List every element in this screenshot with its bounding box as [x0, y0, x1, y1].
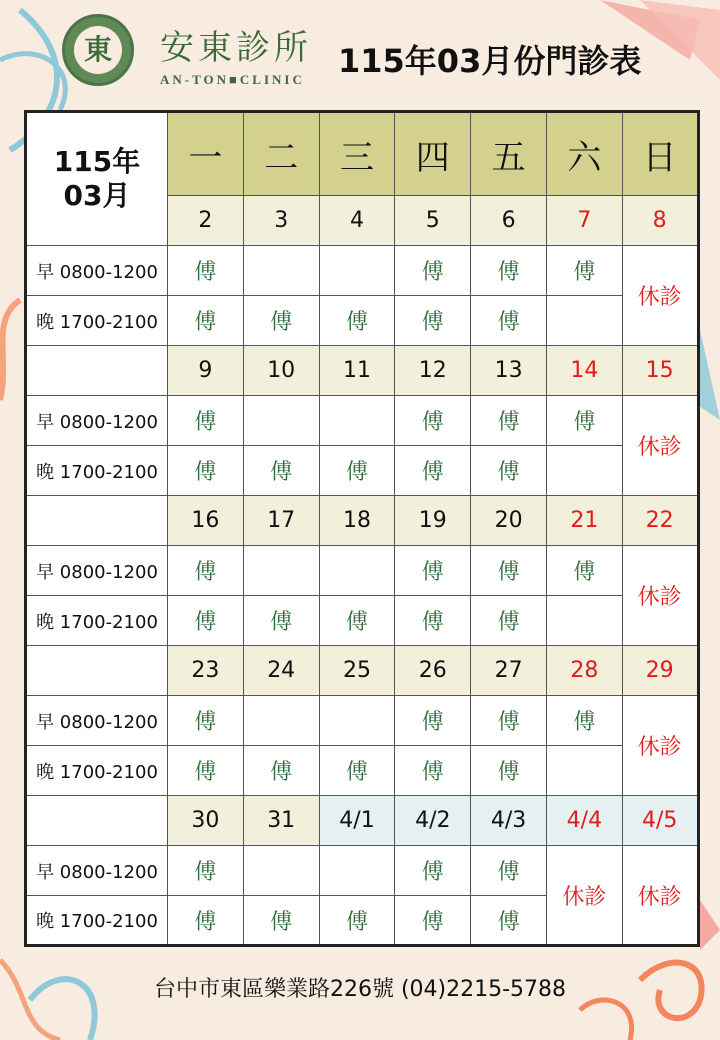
doctor-cell: [546, 596, 622, 646]
doctor-cell: [319, 846, 395, 896]
doctor-cell: [546, 296, 622, 346]
shift-label-morning: 早 0800-1200: [26, 546, 168, 596]
evening-shift-row: [26, 596, 699, 646]
doctor-cell: [319, 546, 395, 596]
doctor-cell: 傅: [471, 846, 547, 896]
date-cell: 14: [546, 346, 622, 396]
doctor-cell: 傅: [319, 296, 395, 346]
doctor-cell: 傅: [319, 896, 395, 946]
doctor-cell: 傅: [471, 296, 547, 346]
doctor-cell: 傅: [546, 696, 622, 746]
doctor-cell: 傅: [395, 746, 471, 796]
date-cell: 12: [395, 346, 471, 396]
weekday-thu: 四: [395, 112, 471, 196]
doctor-cell: 傅: [395, 446, 471, 496]
weekday-mon: 一: [168, 112, 244, 196]
month-label: 03月: [63, 179, 131, 212]
doctor-cell: 傅: [471, 596, 547, 646]
doctor-cell: 傅: [395, 896, 471, 946]
shift-label-evening: 晚 1700-2100: [26, 896, 168, 946]
doctor-cell: 傅: [168, 696, 244, 746]
doctor-cell: 傅: [168, 746, 244, 796]
date-cell: 4/5: [622, 796, 698, 846]
closed-cell: 休診: [546, 846, 622, 946]
doctor-cell: 傅: [395, 396, 471, 446]
date-cell: 6: [471, 196, 547, 246]
date-cell: 4/1: [319, 796, 395, 846]
date-cell: 7: [546, 196, 622, 246]
shift-label-morning: 早 0800-1200: [26, 396, 168, 446]
closed-cell: 休診: [622, 396, 698, 496]
doctor-cell: [319, 696, 395, 746]
date-cell: 11: [319, 346, 395, 396]
clinic-logo-mark: 東: [74, 26, 122, 74]
doctor-cell: 傅: [319, 446, 395, 496]
date-cell: 17: [243, 496, 319, 546]
doctor-cell: [319, 246, 395, 296]
clinic-logo: [62, 14, 134, 86]
date-row-label: [26, 496, 168, 546]
doctor-cell: 傅: [319, 746, 395, 796]
doctor-cell: 傅: [471, 396, 547, 446]
doctor-cell: 傅: [243, 296, 319, 346]
date-cell: 16: [168, 496, 244, 546]
doctor-cell: [243, 546, 319, 596]
page-title: 115年03月份門診表: [338, 42, 642, 80]
date-cell: 24: [243, 646, 319, 696]
doctor-cell: [546, 446, 622, 496]
date-cell: 27: [471, 646, 547, 696]
doctor-cell: 傅: [471, 546, 547, 596]
date-cell: 25: [319, 646, 395, 696]
shift-label-evening: 晚 1700-2100: [26, 446, 168, 496]
date-row-label: [26, 796, 168, 846]
shift-label-morning: 早 0800-1200: [26, 846, 168, 896]
morning-shift-row: [26, 696, 699, 746]
doctor-cell: 傅: [168, 596, 244, 646]
doctor-cell: 傅: [395, 246, 471, 296]
date-cell: 15: [622, 346, 698, 396]
doctor-cell: 傅: [243, 896, 319, 946]
date-cell: 13: [471, 346, 547, 396]
morning-shift-row: [26, 246, 699, 296]
evening-shift-row: [26, 746, 699, 796]
weekday-fri: 五: [471, 112, 547, 196]
date-cell: 10: [243, 346, 319, 396]
date-row: [26, 646, 699, 696]
doctor-cell: [319, 396, 395, 446]
doctor-cell: 傅: [168, 446, 244, 496]
date-cell: 30: [168, 796, 244, 846]
doctor-cell: 傅: [168, 296, 244, 346]
doctor-cell: 傅: [319, 596, 395, 646]
shift-label-evening: 晚 1700-2100: [26, 596, 168, 646]
footer-address-phone: 台中市東區樂業路226號 (04)2215-5788: [153, 977, 567, 1002]
doctor-cell: [243, 846, 319, 896]
doctor-cell: 傅: [546, 546, 622, 596]
date-row-label: [26, 646, 168, 696]
weekday-sun: 日: [622, 112, 698, 196]
morning-shift-row: [26, 846, 699, 896]
shift-label-evening: 晚 1700-2100: [26, 296, 168, 346]
doctor-cell: 傅: [395, 296, 471, 346]
weekday-header-row: [26, 112, 699, 196]
date-cell: 4: [319, 196, 395, 246]
doctor-cell: 傅: [471, 696, 547, 746]
doctor-cell: 傅: [395, 546, 471, 596]
date-cell: 29: [622, 646, 698, 696]
date-cell: 20: [471, 496, 547, 546]
date-cell: 21: [546, 496, 622, 546]
doctor-cell: 傅: [395, 596, 471, 646]
date-cell: 5: [395, 196, 471, 246]
shift-label-morning: 早 0800-1200: [26, 696, 168, 746]
doctor-cell: [546, 746, 622, 796]
date-cell: 31: [243, 796, 319, 846]
weekday-wed: 三: [319, 112, 395, 196]
evening-shift-row: [26, 296, 699, 346]
date-cell: 4/3: [471, 796, 547, 846]
weekday-tue: 二: [243, 112, 319, 196]
closed-cell: 休診: [622, 546, 698, 646]
doctor-cell: 傅: [168, 846, 244, 896]
morning-shift-row: [26, 546, 699, 596]
schedule-table: [24, 110, 700, 947]
doctor-cell: 傅: [471, 246, 547, 296]
doctor-cell: 傅: [471, 746, 547, 796]
date-cell: 23: [168, 646, 244, 696]
date-row: [26, 796, 699, 846]
doctor-cell: 傅: [243, 596, 319, 646]
date-cell: 4/2: [395, 796, 471, 846]
clinic-name: 安東診所: [160, 28, 312, 68]
evening-shift-row: [26, 446, 699, 496]
doctor-cell: 傅: [395, 696, 471, 746]
doctor-cell: 傅: [243, 446, 319, 496]
doctor-cell: 傅: [471, 896, 547, 946]
year-label: 115年: [53, 145, 141, 178]
date-cell: 28: [546, 646, 622, 696]
doctor-cell: 傅: [471, 446, 547, 496]
doctor-cell: [243, 396, 319, 446]
doctor-cell: 傅: [243, 746, 319, 796]
date-cell: 4/4: [546, 796, 622, 846]
date-cell: 19: [395, 496, 471, 546]
doctor-cell: 傅: [546, 396, 622, 446]
doctor-cell: 傅: [395, 846, 471, 896]
doctor-cell: 傅: [168, 546, 244, 596]
closed-cell: 休診: [622, 246, 698, 346]
month-corner-cell: [26, 112, 168, 246]
doctor-cell: 傅: [546, 246, 622, 296]
doctor-cell: [243, 696, 319, 746]
doctor-cell: 傅: [168, 396, 244, 446]
shift-label-evening: 晚 1700-2100: [26, 746, 168, 796]
date-cell: 3: [243, 196, 319, 246]
weekday-sat: 六: [546, 112, 622, 196]
schedule-body: [26, 112, 699, 946]
shift-label-morning: 早 0800-1200: [26, 246, 168, 296]
doctor-cell: 傅: [168, 246, 244, 296]
closed-cell: 休診: [622, 696, 698, 796]
morning-shift-row: [26, 396, 699, 446]
date-row-label: [26, 346, 168, 396]
doctor-cell: [243, 246, 319, 296]
date-cell: 18: [319, 496, 395, 546]
doctor-cell: 傅: [168, 896, 244, 946]
date-row: [26, 496, 699, 546]
date-row: [26, 346, 699, 396]
date-cell: 2: [168, 196, 244, 246]
date-cell: 8: [622, 196, 698, 246]
date-cell: 22: [622, 496, 698, 546]
closed-cell: 休診: [622, 846, 698, 946]
date-cell: 9: [168, 346, 244, 396]
clinic-name-english: AN-TON■CLINIC: [160, 72, 305, 87]
date-cell: 26: [395, 646, 471, 696]
